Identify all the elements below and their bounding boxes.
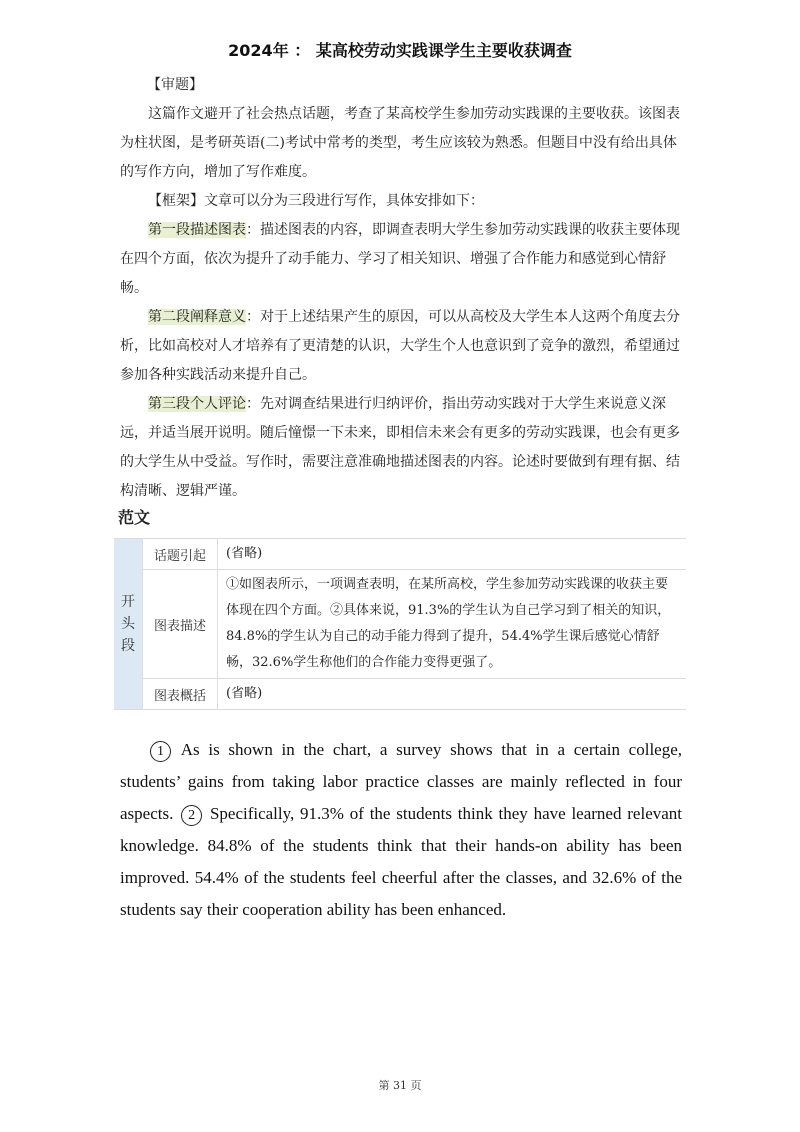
review-label: 【审题】: [147, 77, 203, 93]
table-row: [114, 539, 686, 570]
english-paragraph: [120, 734, 682, 926]
paragraph-plan-2-head: 第二段阐释意义: [148, 309, 246, 325]
row-label: 图表描述: [143, 570, 218, 679]
model-heading: 范文: [118, 508, 151, 527]
paragraph-plan-3-head: 第三段个人评论: [148, 396, 246, 412]
section-char: 头: [121, 616, 135, 632]
paragraph-plan-3: [120, 390, 682, 506]
section-label: [114, 539, 143, 710]
paragraph-plan-1: [120, 216, 682, 303]
page-number: 第 31 页: [378, 1079, 422, 1092]
row-content: (省略): [218, 539, 687, 570]
circled-number-2: 2: [181, 805, 202, 826]
paragraph-plan-1-head: 第一段描述图表: [148, 222, 246, 238]
paragraph-plan-3-text: ：先对调查结果进行归纳评价，指出劳动实践对于大学生来说意义深远，并适当展开说明。随后憧憬一下未来，即相信未来会有更多的劳动实践课，也会有更多的大学生从中受益。写作时，需要注意准确地描述图表的内容。论述时要做到有理有据、结构清晰、逻辑严谨。: [120, 396, 680, 499]
page-title: 2024年 ： 某高校劳动实践课学生主要收获调查: [228, 41, 572, 60]
table-row: [114, 679, 686, 710]
circled-number-1: 1: [150, 741, 171, 762]
paragraph-plan-2: [120, 303, 682, 390]
framework-line: [120, 187, 682, 216]
row-content: (省略): [218, 679, 687, 710]
framework-section: [120, 187, 682, 506]
english-sentence-2: Specifically, 91.3% of the students think they have learned relevant knowledge. 84.8% of the students think that their hands-on ability has been improved. 54.4% of the students feel cheerful after the classes, and 32.6% of the students say their cooperation ability has been enhanced.: [120, 804, 683, 919]
section-char: 段: [121, 638, 135, 654]
framework-text: 文章可以分为三段进行写作，具体安排如下：: [204, 193, 484, 209]
paragraph-plan-2-text: ：对于上述结果产生的原因，可以从高校及大学生本人这两个角度去分析，比如高校对人才培养有了更清楚的认识，大学生个人也意识到了竞争的激烈，希望通过参加各种实践活动来提升自己。: [120, 309, 680, 383]
review-section: [120, 100, 682, 187]
row-label: 话题引起: [143, 539, 218, 570]
review-text: 这篇作文避开了社会热点话题，考查了某高校学生参加劳动实践课的主要收获。该图表为柱状图，是考研英语(二)考试中常考的类型，考生应该较为熟悉。但题目中没有给出具体的写作方向，增加了写作难度。: [120, 106, 680, 180]
row-content: ①如图表所示，一项调查表明，在某所高校，学生参加劳动实践课的收获主要体现在四个方面。②具体来说，91.3%的学生认为自己学习到了相关的知识，84.8%的学生认为自己的动手能力得到了提升，54.4%学生课后感觉心情舒畅，32.6%学生称他们的合作能力变得更强了。: [218, 570, 687, 679]
table-row: [114, 570, 686, 679]
paragraph-plan-1-text: ：描述图表的内容，即调查表明大学生参加劳动实践课的收获主要体现在四个方面，依次为提升了动手能力、学习了相关知识、增强了合作能力和感觉到心情舒畅。: [120, 222, 680, 296]
model-table: [114, 538, 686, 710]
english-sentence-1: As is shown in the chart, a survey shows that in a certain college, students’ gains from taking labor practice classes are mainly reflected in four aspects.: [120, 740, 683, 823]
framework-label: 【框架】: [148, 193, 204, 209]
section-char: 开: [121, 594, 135, 610]
row-label: 图表概括: [143, 679, 218, 710]
